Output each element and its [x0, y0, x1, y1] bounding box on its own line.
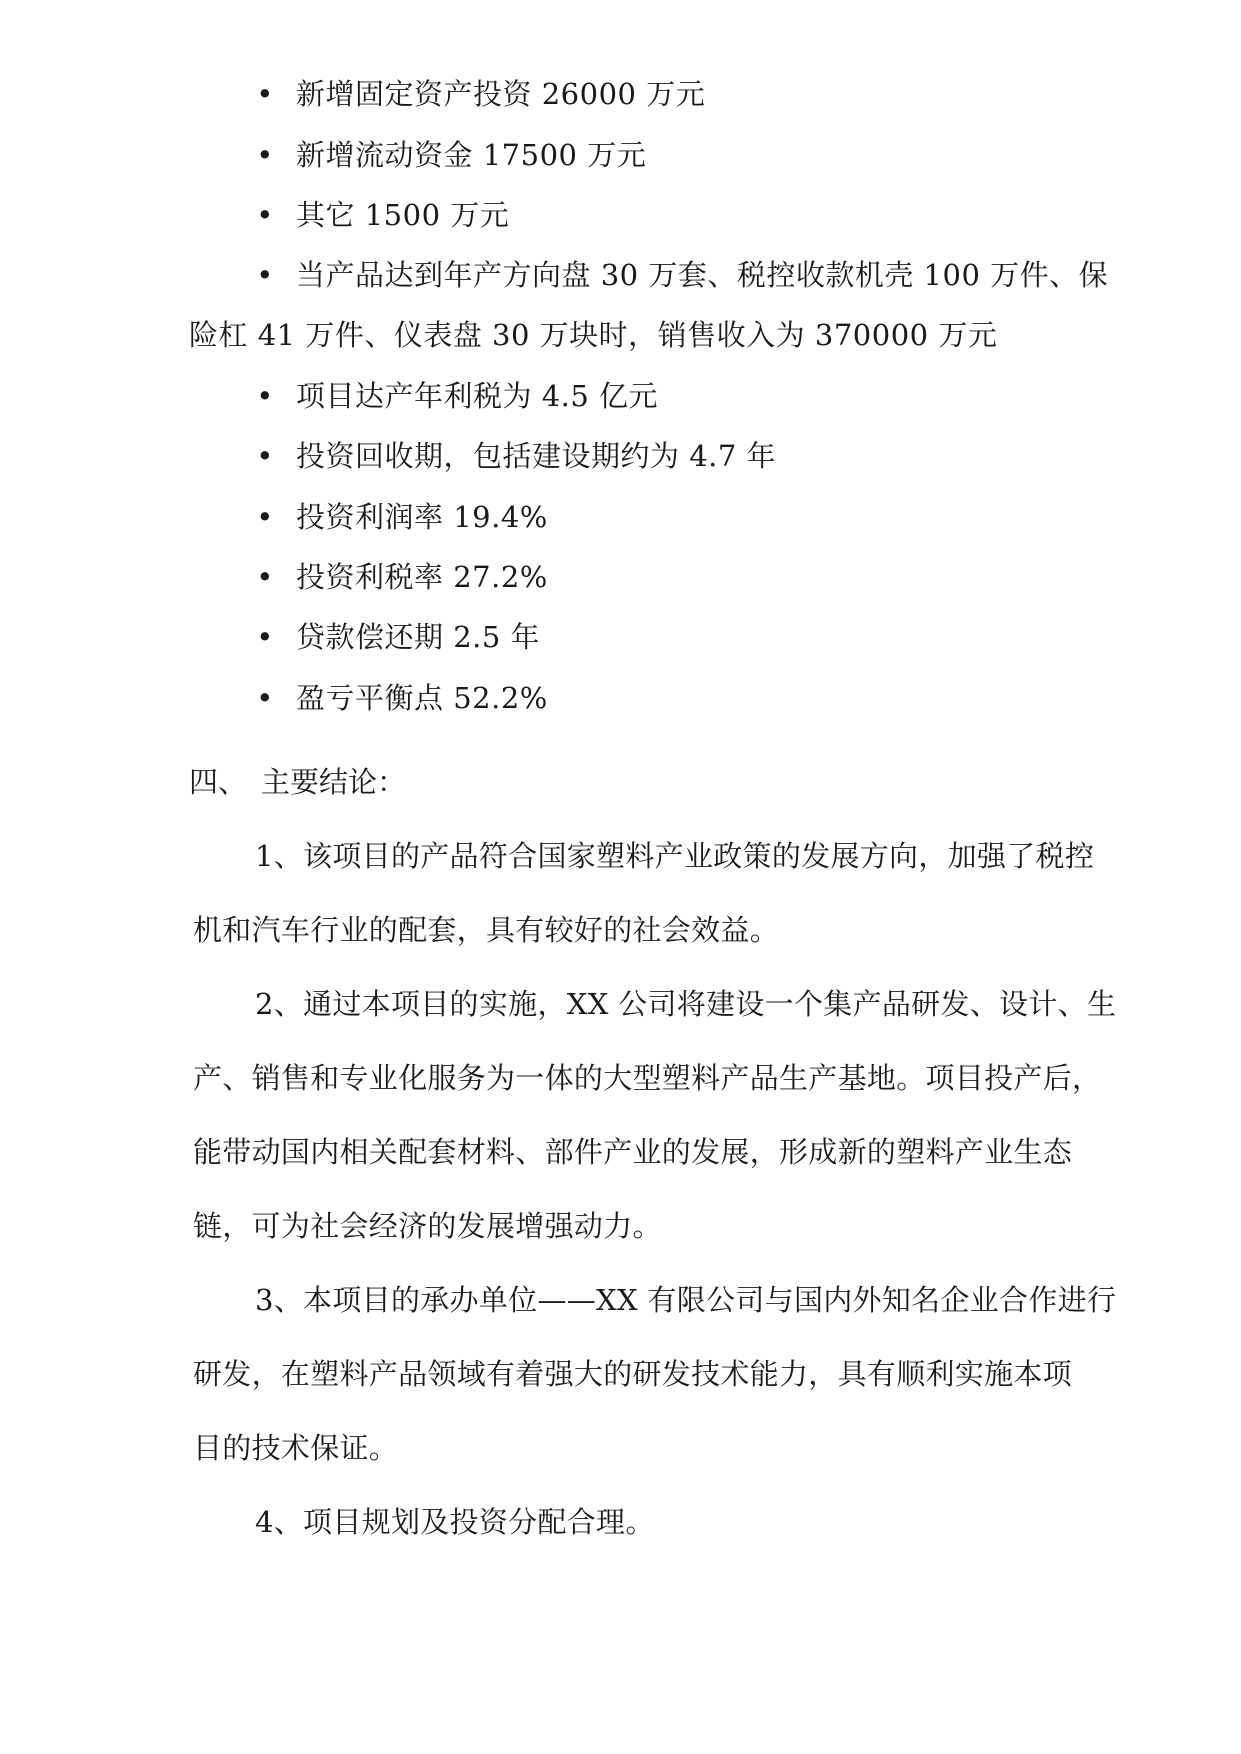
bullet-dot: • — [256, 379, 274, 413]
section-heading — [189, 752, 406, 812]
conclusion-line: 目的技术保证。 — [193, 1431, 399, 1465]
bullet-text: 投资利税率 27.2% — [296, 560, 548, 594]
bullet-dot: • — [256, 620, 274, 654]
conclusion-line: 4、项目规划及投资分配合理。 — [255, 1505, 655, 1539]
bullet-text: 盈亏平衡点 52.2% — [296, 681, 548, 715]
conclusion-line: 研发，在塑料产品领域有着强大的研发技术能力，具有顺利实施本项 — [193, 1357, 1073, 1391]
conclusion-line: 产、销售和专业化服务为一体的大型塑料产品生产基地。项目投产后， — [193, 1061, 1102, 1095]
bullet-text: 投资利润率 19.4% — [296, 500, 548, 534]
bullet-text: 新增固定资产投资 26000 万元 — [296, 77, 706, 111]
section-number: 四、 — [189, 765, 248, 799]
bullet-dot: • — [256, 77, 274, 111]
conclusion-line: 能带动国内相关配套材料、部件产业的发展，形成新的塑料产业生态 — [193, 1135, 1073, 1169]
bullet-text: 贷款偿还期 2.5 年 — [296, 620, 541, 654]
bullet-text: 投资回收期，包括建设期约为 4.7 年 — [296, 439, 777, 473]
bullet-dot: • — [256, 258, 274, 292]
conclusion-line: 链，可为社会经济的发展增强动力。 — [193, 1209, 662, 1243]
conclusion-line: 1、该项目的产品符合国家塑料产业政策的发展方向，加强了税控 — [255, 839, 1095, 873]
conclusion-line: 3、本项目的承办单位——XX 有限公司与国内外知名企业合作进行 — [255, 1283, 1117, 1317]
bullet-dot: • — [256, 500, 274, 534]
bullet-text: 其它 1500 万元 — [296, 198, 510, 232]
bullet-dot: • — [256, 198, 274, 232]
bullet-text: 新增流动资金 17500 万元 — [296, 138, 647, 172]
bullet-text: 项目达产年利税为 4.5 亿元 — [296, 379, 659, 413]
conclusion-line: 2、通过本项目的实施，XX 公司将建设一个集产品研发、设计、生 — [255, 987, 1117, 1021]
section-title: 主要结论： — [261, 765, 407, 799]
bullet-dot: • — [256, 439, 274, 473]
bullet-text-line: 当产品达到年产方向盘 30 万套、税控收款机壳 100 万件、保 — [296, 258, 1109, 292]
bullet-dot: • — [256, 681, 274, 715]
bullet-dot: • — [256, 560, 274, 594]
bullet-text-line: 险杠 41 万件、仪表盘 30 万块时，销售收入为 370000 万元 — [189, 318, 998, 352]
conclusion-line: 机和汽车行业的配套，具有较好的社会效益。 — [193, 913, 780, 947]
bullet-dot: • — [256, 138, 274, 172]
